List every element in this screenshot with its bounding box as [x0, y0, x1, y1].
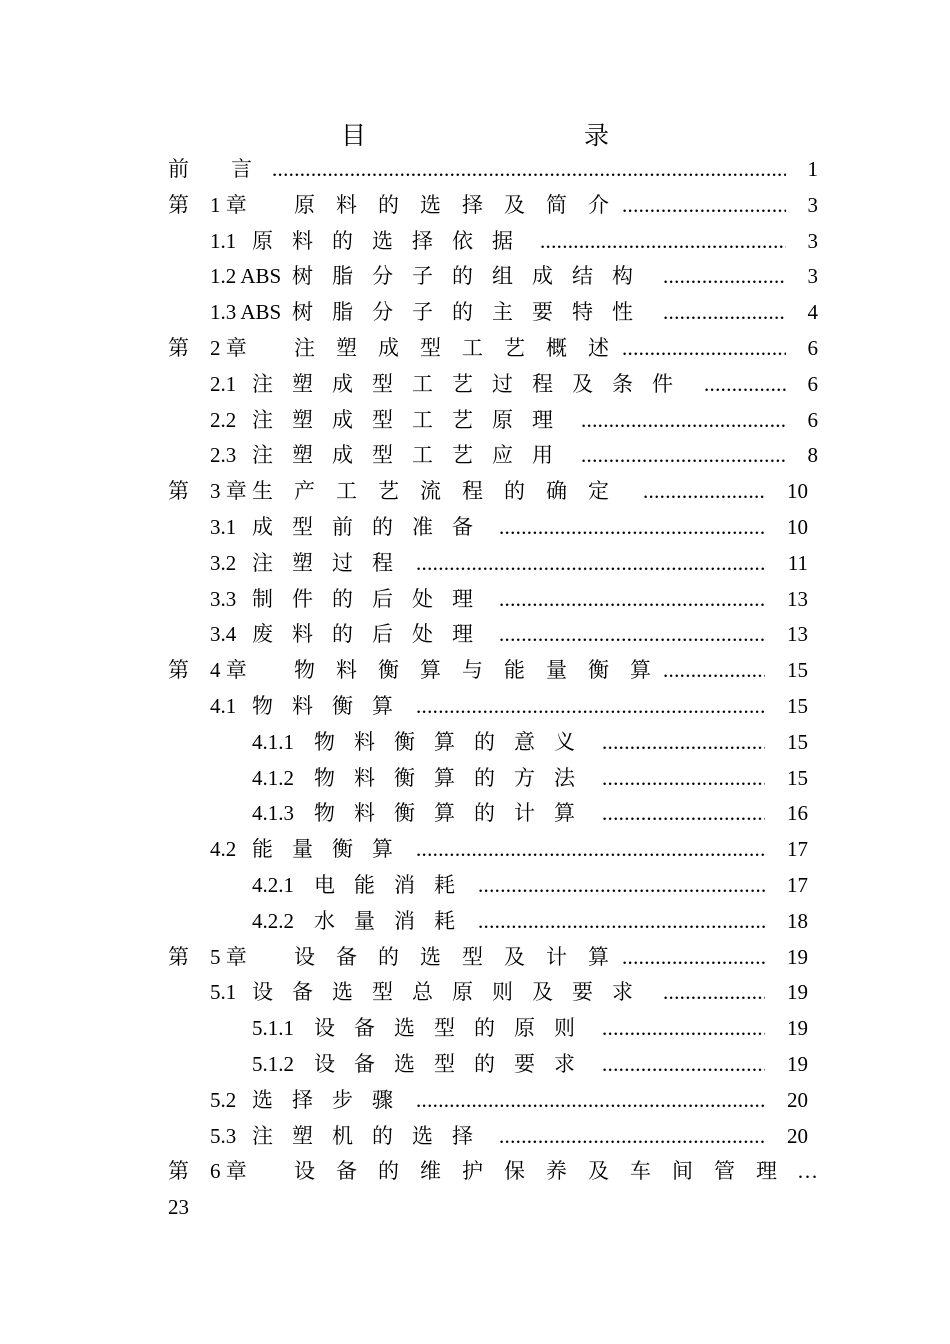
toc-entry-label: 设备的维护保养及车间管理 — [294, 1159, 798, 1184]
toc-entry-number: 4.2 — [210, 837, 237, 862]
toc-entry-label: 物料衡算的方法 — [314, 765, 594, 790]
toc-entry-number: 3.3 — [210, 586, 237, 611]
toc-entry-number: 1.3 ABS — [210, 300, 282, 325]
toc-entry-number: 第 6 章 — [168, 1159, 247, 1184]
toc-entry-label: 生产工艺流程的确定 — [252, 479, 630, 504]
toc-entry-label: 注塑过程 — [252, 550, 412, 575]
toc-entry-section-4-2[interactable] — [168, 832, 818, 868]
toc-entry-number: 第 4 章 — [168, 658, 247, 683]
toc-entry-page: 17 — [787, 837, 808, 862]
toc-entry-number: 3.4 — [210, 622, 237, 647]
toc-entry-page: 19 — [787, 1051, 808, 1076]
toc-entry-page: 3 — [807, 228, 818, 253]
toc-entry-chapter-2[interactable] — [168, 331, 818, 367]
toc-entry-label: 制件的后处理 — [252, 586, 492, 611]
toc-entry-subsection-4-1-1[interactable] — [168, 725, 818, 761]
dot-leader — [663, 259, 786, 295]
toc-entry-number: 4.1.1 — [252, 729, 294, 754]
toc-entry-label: 物料衡算的意义 — [314, 729, 594, 754]
dot-leader — [602, 1011, 765, 1047]
toc-entry-preface[interactable] — [168, 152, 818, 188]
dot-leader — [643, 474, 765, 510]
toc-entry-subsection-4-2-2[interactable] — [168, 904, 818, 940]
toc-entry-label: 废料的后处理 — [252, 622, 492, 647]
toc-entry-section-2-1[interactable] — [168, 367, 818, 403]
toc-entry-number: 3.1 — [210, 514, 237, 539]
dot-leader — [499, 582, 765, 618]
toc-entry-number: 第 1 章 — [168, 192, 247, 217]
dot-leader — [602, 725, 765, 761]
toc-entry-page: 15 — [787, 729, 808, 754]
toc-entry-section-4-1[interactable] — [168, 689, 818, 725]
toc-entry-section-1-1[interactable] — [168, 224, 818, 260]
dot-leader — [581, 438, 786, 474]
toc-entry-page: 16 — [787, 801, 808, 826]
toc-entry-page: 13 — [787, 586, 808, 611]
toc-entry-page: 19 — [787, 980, 808, 1005]
toc-entry-label: 设备的选型及计算 — [294, 944, 630, 969]
dot-leader — [540, 224, 786, 260]
toc-entry-number: 1.2 ABS — [210, 264, 282, 289]
toc-entry-page: 6 — [807, 371, 818, 396]
dot-leader — [478, 868, 765, 904]
toc-entry-number: 前 言 — [168, 157, 252, 181]
toc-entry-page: 19 — [787, 1016, 808, 1041]
toc-entry-page: 10 — [787, 514, 808, 539]
toc-entry-chapter-6[interactable] — [168, 1154, 818, 1190]
toc-entry-subsection-5-1-2[interactable] — [168, 1047, 818, 1083]
toc-entry-number: 第 3 章 — [168, 479, 247, 504]
toc-entry-label: 物料衡算 — [252, 693, 412, 718]
toc-entry-number: 4.1.2 — [252, 765, 294, 790]
toc-entry-subsection-4-1-2[interactable] — [168, 761, 818, 797]
dot-leader — [663, 975, 765, 1011]
toc-entry-page: 15 — [787, 658, 808, 683]
dot-leader — [416, 689, 765, 725]
toc-entry-section-1-3[interactable] — [168, 295, 818, 331]
toc-entry-number: 4.1.3 — [252, 801, 294, 826]
toc-entry-number: 5.2 — [210, 1087, 237, 1112]
toc-entry-number: 第 2 章 — [168, 335, 247, 360]
toc-entry-page: 3 — [807, 192, 818, 217]
dot-leader — [416, 832, 765, 868]
toc-entry-subsection-4-1-3[interactable] — [168, 796, 818, 832]
toc-entry-page: 19 — [787, 944, 808, 969]
toc-entry-section-2-3[interactable] — [168, 438, 818, 474]
dot-leader — [272, 152, 786, 188]
dot-leader — [602, 1047, 765, 1083]
toc-entry-label: 注塑成型工艺过程及条件 — [252, 371, 692, 396]
toc-entry-number: 2.3 — [210, 443, 237, 468]
toc-entry-label: 注塑机的选择 — [252, 1123, 492, 1148]
dot-leader — [416, 1083, 765, 1119]
toc-entry-subsection-4-2-1[interactable] — [168, 868, 818, 904]
toc-entry-page: 10 — [787, 479, 808, 504]
toc-entry-label: 设备选型总原则及要求 — [252, 980, 652, 1005]
toc-entry-section-3-1[interactable] — [168, 510, 818, 546]
toc-entry-number: 4.1 — [210, 693, 237, 718]
toc-entry-label: 树脂分子的组成结构 — [292, 264, 652, 289]
toc-entry-page: 18 — [787, 908, 808, 933]
dot-leader — [663, 653, 765, 689]
toc-entry-section-5-1[interactable] — [168, 975, 818, 1011]
toc-entry-number: 4.2.1 — [252, 872, 294, 897]
toc-entry-page: 15 — [787, 693, 808, 718]
dot-leader — [622, 188, 786, 224]
toc-entry-number: 5.1 — [210, 980, 237, 1005]
toc-entry-chapter-5[interactable] — [168, 940, 818, 976]
toc-entry-label: 设备选型的要求 — [314, 1051, 594, 1076]
toc-entry-section-3-4[interactable] — [168, 617, 818, 653]
toc-entry-label: 设备选型的原则 — [314, 1016, 594, 1041]
dot-leader — [499, 1119, 765, 1155]
toc-entry-number: 5.1.1 — [252, 1016, 294, 1041]
toc-entry-section-3-2[interactable] — [168, 546, 818, 582]
dot-leader — [602, 761, 765, 797]
toc-entry-section-5-2[interactable] — [168, 1083, 818, 1119]
toc-entry-page: 3 — [807, 264, 818, 289]
toc-entry-page: 15 — [787, 765, 808, 790]
toc-entry-number: 2.2 — [210, 407, 237, 432]
toc-entry-section-5-3[interactable] — [168, 1119, 818, 1155]
toc-entry-label: 物料衡算与能量衡算 — [294, 658, 672, 683]
toc-entry-number: 3.2 — [210, 550, 237, 575]
dot-leader — [416, 546, 765, 582]
table-of-contents — [168, 152, 818, 1226]
dot-leader — [602, 796, 765, 832]
toc-entry-label: 物料衡算的计算 — [314, 801, 594, 826]
toc-entry-label: 电能消耗 — [314, 872, 474, 897]
toc-entry-page: 13 — [787, 622, 808, 647]
toc-entry-chapter-4[interactable] — [168, 653, 818, 689]
dot-leader — [581, 403, 786, 439]
toc-entry-page: 6 — [807, 407, 818, 432]
toc-entry-label: 注塑成型工艺原理 — [252, 407, 572, 432]
toc-entry-label: 成型前的准备 — [252, 514, 492, 539]
toc-entry-section-1-2[interactable] — [168, 259, 818, 295]
toc-entry-page: 17 — [787, 872, 808, 897]
dot-leader — [622, 940, 765, 976]
dot-leader — [663, 295, 786, 331]
toc-entry-continuation-mark: … — [797, 1159, 818, 1184]
toc-entry-chapter-3[interactable] — [168, 474, 818, 510]
toc-title: 目 录 — [340, 121, 665, 150]
toc-entry-page: 1 — [807, 157, 818, 181]
toc-entry-page: 20 — [787, 1123, 808, 1148]
toc-entry-label: 原料的选择依据 — [252, 228, 532, 253]
toc-entry-section-3-3[interactable] — [168, 582, 818, 618]
toc-entry-label: 能量衡算 — [252, 837, 412, 862]
toc-entry-number: 1.1 — [210, 228, 237, 253]
dot-leader — [499, 617, 765, 653]
toc-entry-page: 4 — [807, 300, 818, 325]
toc-entry-page: 20 — [787, 1087, 808, 1112]
toc-entry-page: 8 — [807, 443, 818, 468]
toc-entry-number: 5.1.2 — [252, 1051, 294, 1076]
toc-entry-page: 11 — [787, 550, 808, 575]
toc-entry-label: 注塑成型工艺应用 — [252, 443, 572, 468]
toc-entry-number: 4.2.2 — [252, 908, 294, 933]
toc-entry-section-2-2[interactable] — [168, 403, 818, 439]
dot-leader — [478, 904, 765, 940]
toc-entry-label: 选择步骤 — [252, 1087, 412, 1112]
toc-entry-label: 原料的选择及简介 — [294, 192, 630, 217]
toc-entry-number: 2.1 — [210, 371, 237, 396]
dot-leader — [499, 510, 765, 546]
toc-entry-chapter-6-page: 23 — [168, 1195, 189, 1220]
toc-entry-number: 5.3 — [210, 1123, 237, 1148]
toc-entry-chapter-1[interactable] — [168, 188, 818, 224]
toc-entry-label: 注塑成型工艺概述 — [294, 335, 630, 360]
toc-entry-page: 6 — [807, 335, 818, 360]
dot-leader — [704, 367, 786, 403]
dot-leader — [622, 331, 786, 367]
toc-entry-label: 树脂分子的主要特性 — [292, 300, 652, 325]
toc-entry-number: 第 5 章 — [168, 944, 247, 969]
toc-entry-label: 水量消耗 — [314, 908, 474, 933]
toc-entry-subsection-5-1-1[interactable] — [168, 1011, 818, 1047]
